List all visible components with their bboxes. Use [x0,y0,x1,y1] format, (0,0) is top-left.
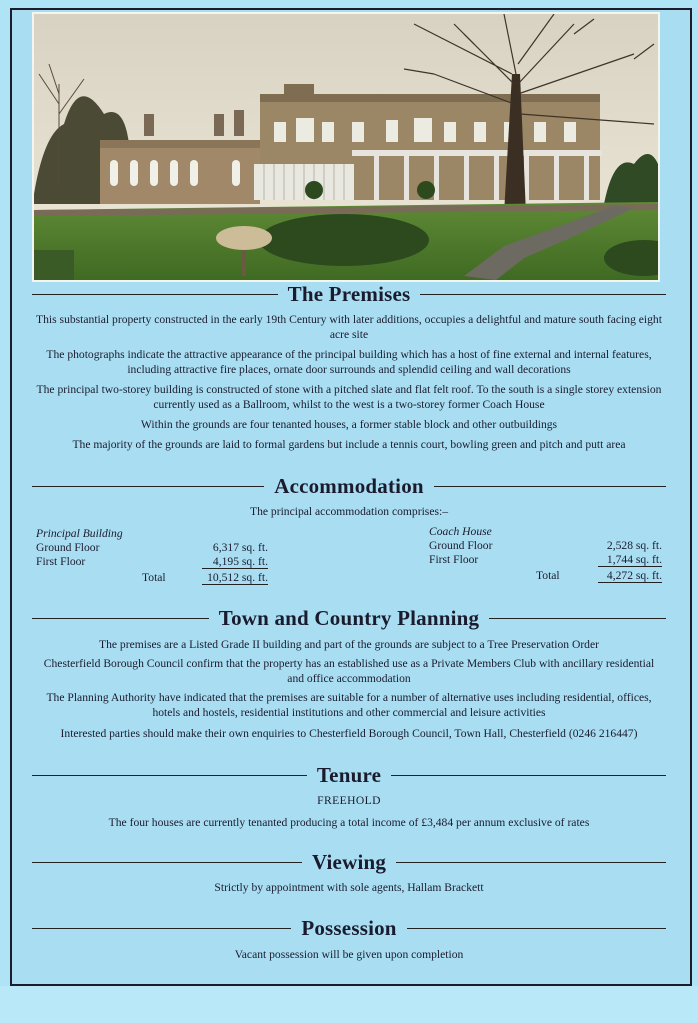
principal-building-block [36,527,123,569]
coach-house-heading: Coach House [429,525,492,538]
heading-rule-left [32,486,264,487]
coach-first-value: 1,744 sq. ft. [598,553,662,567]
accommodation-intro: The principal accommodation comprises:– [250,505,448,518]
premises-paragraph: The majority of the grounds are laid to formal gardens but include a tennis court, bowling green and pitch and putt area [72,438,626,451]
premises-paragraph: The principal two-storey building is constructed of stone with a pitched slate and flat felt roof. To the south is a single storey extension currently used as a Ballroom, whilst to the west is a two-storey former Coach House [36,383,662,411]
premises-heading [32,282,666,307]
coach-house-block [429,525,492,567]
heading-rule-left [32,862,302,863]
tenure-status: FREEHOLD [317,794,381,807]
premises-paragraph: This substantial property constructed in the early 19th Century with later additions, occupies a delightful and mature south facing eight acre site [36,313,662,341]
planning-title: Town and Country Planning [218,606,480,630]
coach-total-label: Total [536,569,560,582]
planning-paragraph: The Planning Authority have indicated that the premises are suitable for a number of alternative uses including residential, offices, hotels and hostels, residential institutions and other commercial and leisure activities [46,691,652,719]
premises-paragraph: Within the grounds are four tenanted houses, a former stable block and other outbuildings [140,418,558,431]
principal-total-label: Total [142,571,166,584]
principal-row-label: First Floor [36,555,86,568]
planning-heading [32,606,666,631]
heading-rule-right [396,862,666,863]
heading-rule-right [434,486,666,487]
principal-row-label: Ground Floor [36,541,100,554]
heading-rule-left [32,775,307,776]
heading-rule-right [420,294,666,295]
planning-paragraph: The premises are a Listed Grade II building and part of the grounds are subject to a Tree Preservation Order [99,638,599,651]
principal-first-value: 4,195 sq. ft. [202,555,268,569]
viewing-title: Viewing [311,850,387,874]
heading-rule-left [32,618,209,619]
tenure-title: Tenure [316,763,382,787]
premises-paragraph: The photographs indicate the attractive appearance of the principal building which has a host of fine external and internal features, including attractive fire places, ornate door surrounds and splendid ceiling and wall decorations [46,348,652,376]
principal-ground-value: 6,317 sq. ft. [212,541,268,554]
planning-paragraph: Chesterfield Borough Council confirm that the property has an established use as a Private Members Club with ancillary residential and office accommodation [43,657,655,685]
coach-total-value: 4,272 sq. ft. [598,569,662,583]
heading-rule-left [32,928,291,929]
possession-title: Possession [301,916,397,940]
tenure-income-text: The four houses are currently tenanted producing a total income of £3,484 per annum exclusive of rates [108,816,590,829]
viewing-heading [32,850,666,875]
coach-ground-value: 2,528 sq. ft. [606,539,662,552]
building-photo [32,12,660,282]
heading-rule-right [391,775,666,776]
principal-total-value: 10,512 sq. ft. [202,571,268,585]
tenure-heading [32,763,666,788]
possession-text: Vacant possession will be given upon completion [234,948,464,961]
page-bleed [0,986,698,1023]
accommodation-heading [32,474,666,499]
possession-heading [32,916,666,941]
viewing-text: Strictly by appointment with sole agents, Hallam Brackett [214,881,484,894]
premises-title: The Premises [287,282,411,306]
accommodation-title: Accommodation [274,474,424,498]
principal-building-heading: Principal Building [36,527,123,540]
coach-row-label: Ground Floor [429,539,493,552]
heading-rule-left [32,294,278,295]
planning-paragraph: Interested parties should make their own enquiries to Chesterfield Borough Council, Town Hall, Chesterfield (0246 216447) [60,727,638,740]
coach-row-label: First Floor [429,553,479,566]
heading-rule-right [407,928,666,929]
heading-rule-right [489,618,666,619]
